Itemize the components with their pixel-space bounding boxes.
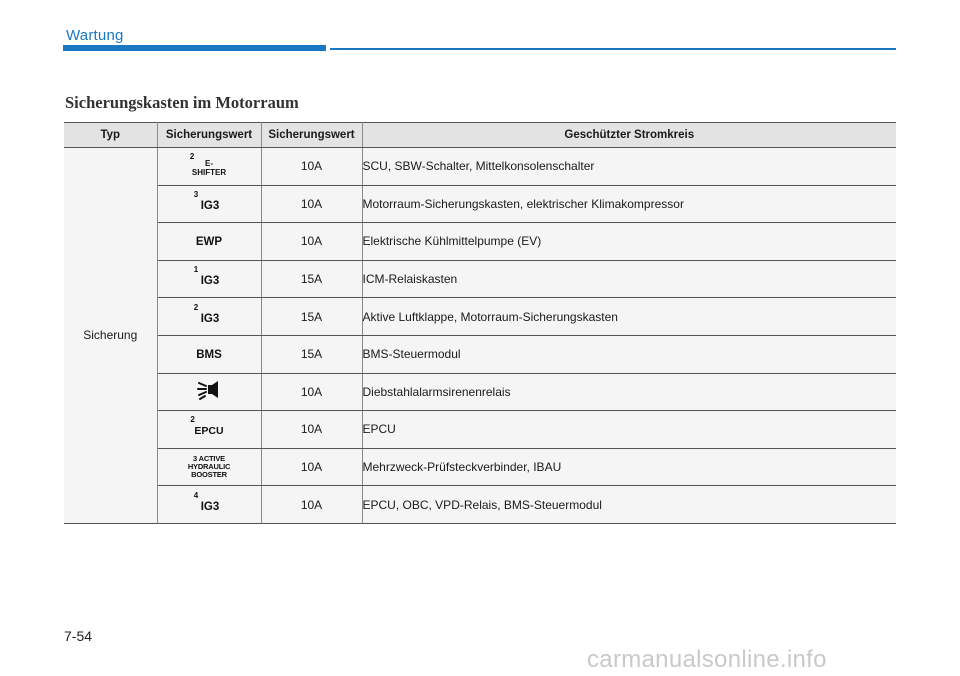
table-row <box>64 373 896 411</box>
fuse-symbol <box>193 265 220 288</box>
fuse-symbol-superscript: 2 <box>193 302 199 312</box>
protected-circuit: EPCU, OBC, VPD-Relais, BMS-Steuermodul <box>362 486 896 524</box>
page-number: 7-54 <box>64 628 93 644</box>
fuse-rating: 10A <box>261 373 362 411</box>
fuse-symbol <box>189 151 227 177</box>
table-row <box>64 148 896 186</box>
fuse-symbol-cell <box>157 411 261 449</box>
siren-speaker-icon <box>196 379 222 404</box>
table-row <box>64 223 896 261</box>
fuse-symbol-text: IG3 <box>200 199 220 212</box>
column-header-symbol: Sicherungswert <box>157 123 261 148</box>
fuse-table <box>64 122 896 524</box>
protected-circuit: EPCU <box>362 411 896 449</box>
fuse-symbol <box>193 302 220 325</box>
protected-circuit: Elektrische Kühlmittelpumpe (EV) <box>362 223 896 261</box>
fuse-symbol <box>196 236 222 248</box>
table-row <box>64 335 896 373</box>
fuse-symbol-cell <box>157 486 261 524</box>
table-row <box>64 185 896 223</box>
fuse-rating: 10A <box>261 411 362 449</box>
protected-circuit: SCU, SBW-Schalter, Mittelkonsolenschalter <box>362 148 896 186</box>
fuse-symbol-text: IG3 <box>200 312 220 325</box>
protected-circuit: ICM-Relaiskasten <box>362 260 896 298</box>
fuse-rating: 10A <box>261 486 362 524</box>
fuse-symbol-line: SHIFTER <box>191 167 227 177</box>
fuse-rating: 10A <box>261 185 362 223</box>
fuse-symbol-line: BOOSTER <box>191 470 227 480</box>
fuse-symbol-text: EWP <box>195 236 223 249</box>
page-heading: Sicherungskasten im Motorraum <box>65 93 299 112</box>
fuse-symbol-superscript: 4 <box>193 490 199 500</box>
fuse-symbol <box>188 455 230 479</box>
type-cell: Sicherung <box>64 148 157 524</box>
fuse-symbol-superscript: 1 <box>193 265 199 275</box>
fuse-symbol-cell <box>157 448 261 486</box>
table-row <box>64 486 896 524</box>
fuse-symbol-text: IG3 <box>200 275 220 288</box>
protected-circuit: Mehrzweck-Prüfsteckverbinder, IBAU <box>362 448 896 486</box>
fuse-symbol-cell <box>157 335 261 373</box>
header-rule-thick <box>63 45 326 51</box>
fuse-rating: 15A <box>261 260 362 298</box>
column-header-rating: Sicherungswert <box>261 123 362 148</box>
fuse-rating: 10A <box>261 448 362 486</box>
section-title: Wartung <box>66 27 124 44</box>
fuse-symbol-cell <box>157 148 261 186</box>
fuse-symbol-cell <box>157 373 261 411</box>
fuse-symbol <box>193 189 220 212</box>
column-header-type: Typ <box>64 123 157 148</box>
fuse-symbol-text: IG3 <box>200 500 220 513</box>
protected-circuit: Aktive Luftklappe, Motorraum-Sicherungskasten <box>362 298 896 336</box>
table-row <box>64 298 896 336</box>
fuse-symbol-superscript: 2 <box>190 415 195 425</box>
protected-circuit: BMS-Steuermodul <box>362 335 896 373</box>
fuse-symbol-text: EPCU <box>194 425 224 438</box>
fuse-symbol <box>193 490 220 513</box>
fuse-rating: 15A <box>261 298 362 336</box>
fuse-symbol-cell <box>157 223 261 261</box>
fuse-rating: 15A <box>261 335 362 373</box>
table-row <box>64 260 896 298</box>
table-row <box>64 448 896 486</box>
fuse-symbol-cell <box>157 260 261 298</box>
fuse-symbol-cell <box>157 185 261 223</box>
fuse-symbol-cell <box>157 298 261 336</box>
fuse-symbol <box>190 415 224 438</box>
fuse-rating: 10A <box>261 223 362 261</box>
table-row <box>64 411 896 449</box>
watermark: carmanualsonline.info <box>587 646 827 673</box>
fuse-symbol-line: HYDRAULIC <box>187 462 231 472</box>
fuse-symbol-text: BMS <box>196 349 222 362</box>
fuse-symbol <box>196 349 222 361</box>
column-header-circuit: Geschützter Stromkreis <box>362 123 896 148</box>
fuse-symbol-line: 3 ACTIVE <box>193 454 225 464</box>
fuse-symbol-superscript: 3 <box>193 189 199 199</box>
protected-circuit: Motorraum-Sicherungskasten, elektrischer Klimakompressor <box>362 185 896 223</box>
fuse-symbol-superscript: 2 <box>189 151 195 161</box>
fuse-symbol-line: E- <box>204 158 213 168</box>
fuse-rating: 10A <box>261 148 362 186</box>
header-rule-thin <box>330 48 896 50</box>
protected-circuit: Diebstahlalarmsirenenrelais <box>362 373 896 411</box>
table-header-row <box>64 123 896 148</box>
